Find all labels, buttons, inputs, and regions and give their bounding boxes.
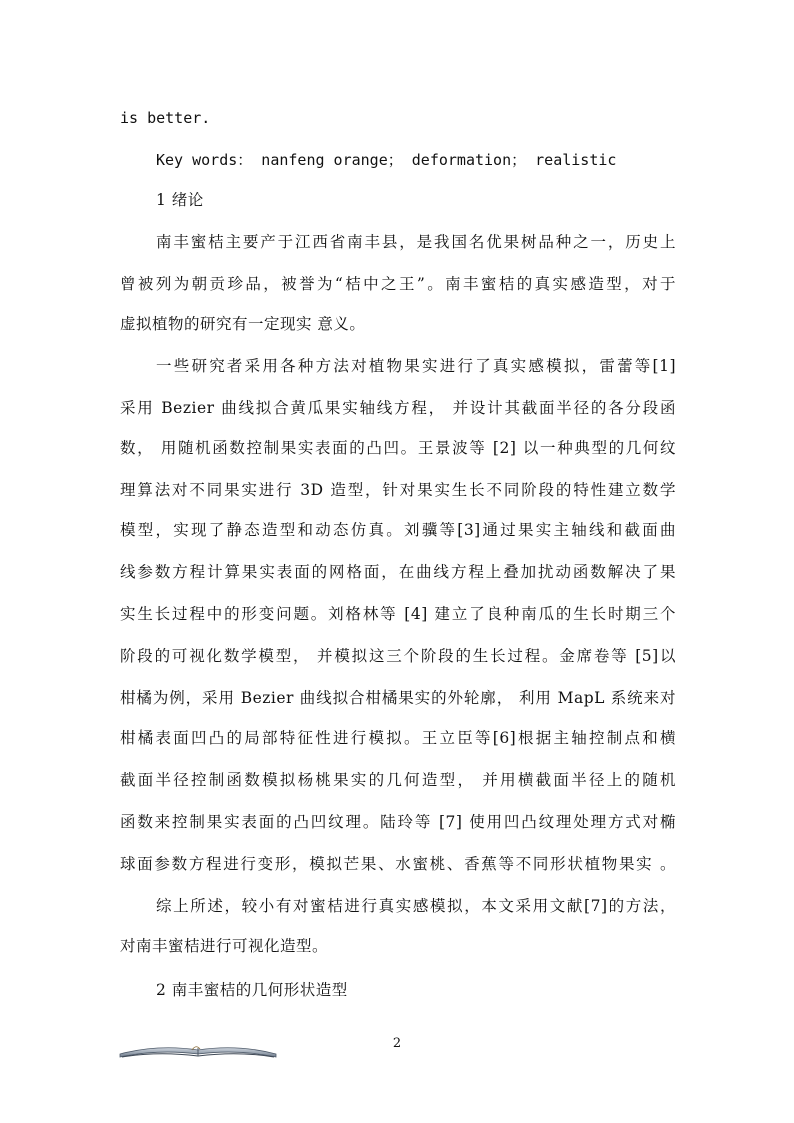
paragraph-line: 一些研究者采用各种方法对植物果实进行了真实感模拟，雷蕾等[1]: [156, 357, 676, 375]
paragraph-line: 实生长过程中的形变问题。刘格林等 [4] 建立了良种南瓜的生长时期三个: [120, 605, 676, 623]
page-number: 2: [392, 1036, 402, 1051]
abstract-tail: is better.: [120, 109, 211, 127]
paragraph-line: 曾被列为朝贡珍品，被誉为“桔中之王”。南丰蜜桔的真实感造型，对于: [120, 275, 676, 293]
paragraph-line: 柑橘为例，采用 Bezier 曲线拟合柑橘果实的外轮廓， 利用 MapL 系统来对: [120, 689, 676, 707]
paragraph-line: 阶段的可视化数学模型， 并模拟这三个阶段的生长过程。金席卷等 [5]以: [120, 647, 676, 665]
section-heading-2: 2 南丰蜜桔的几何形状造型: [156, 981, 348, 999]
paragraph-line: 柑橘表面凹凸的局部特征性进行模拟。王立臣等[6]根据主轴控制点和横: [120, 729, 676, 747]
open-book-icon: [118, 1040, 278, 1060]
paragraph-line: 综上所述，较小有对蜜桔进行真实感模拟，本文采用文献[7]的方法，: [156, 897, 676, 915]
paragraph-line: 函数来控制果实表面的凸凹纹理。陆玲等 [7] 使用凹凸纹理处理方式对椭: [120, 813, 676, 831]
paragraph-line: 模型，实现了静态造型和动态仿真。刘骥等[3]通过果实主轴线和截面曲: [120, 521, 676, 539]
paragraph-line: 球面参数方程进行变形，模拟芒果、水蜜桃、香蕉等不同形状植物果实 。: [120, 855, 676, 873]
section-heading-1: 1 绪论: [156, 191, 204, 209]
paragraph-line: 理算法对不同果实进行 3D 造型，针对果实生长不同阶段的特性建立数学: [120, 481, 676, 499]
paragraph-line: 对南丰蜜桔进行可视化造型。: [120, 937, 329, 955]
paragraph-line: 南丰蜜桔主要产于江西省南丰县，是我国名优果树品种之一，历史上: [156, 233, 676, 251]
keywords-line: Key words： nanfeng orange； deformation； realistic: [156, 151, 617, 169]
paragraph-line: 线参数方程计算果实表面的网格面，在曲线方程上叠加扰动函数解决了果: [120, 563, 676, 581]
paragraph-line: 数， 用随机函数控制果实表面的凸凹。王景波等 [2] 以一种典型的几何纹: [120, 439, 676, 457]
paragraph-line: 截面半径控制函数模拟杨桃果实的几何造型， 并用横截面半径上的随机: [120, 771, 676, 789]
paragraph-line: 虚拟植物的研究有一定现实 意义。: [120, 315, 366, 333]
paragraph-line: 采用 Bezier 曲线拟合黄瓜果实轴线方程， 并设计其截面半径的各分段函: [120, 399, 676, 417]
